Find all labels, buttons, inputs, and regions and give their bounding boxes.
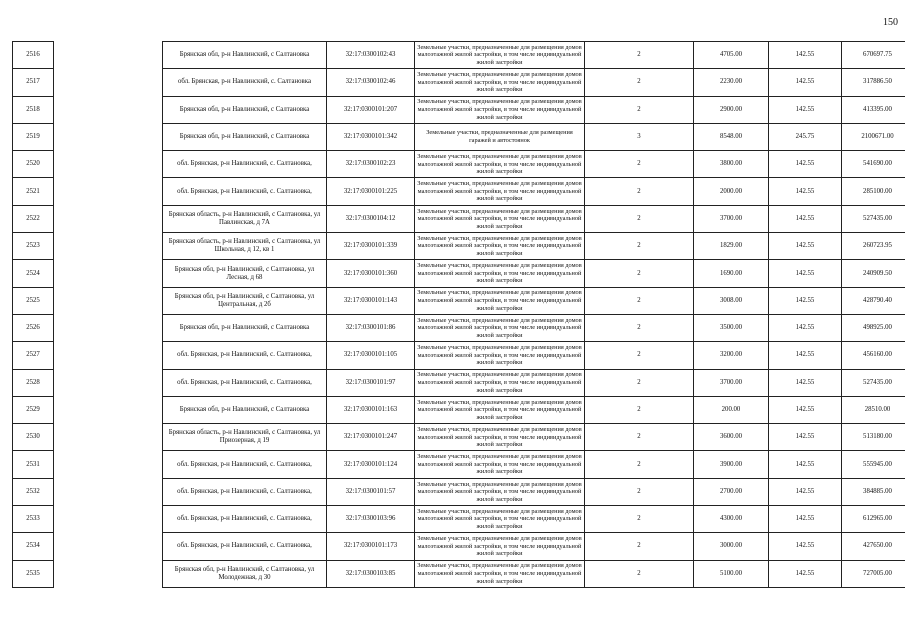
row-number-cell: 2522 [13,205,54,232]
table-row [13,42,905,69]
row-number-cell: 2525 [13,287,54,314]
blank-cell [54,533,163,560]
cadastral-number-cell: 32:17:0300102:43 [327,42,415,69]
address-cell: Брянская обл, р-н Навлинский, с Салтановка [163,42,327,69]
area-cell: 1829.00 [694,233,769,260]
land-use-cell: Земельные участки, предназначенные для размещения домов малоэтажной жилой застройки, в том числе индивидуальной жилой застройки [415,314,585,341]
row-number-cell: 2534 [13,533,54,560]
cadastral-number-cell: 32:17:0300101:247 [327,424,415,451]
cadastral-value-cell: 727005.00 [842,560,905,587]
blank-cell [54,342,163,369]
address-cell: обл. Брянская, р-н Навлинский, с. Салтановка, [163,151,327,178]
cadastral-number-cell: 32:17:0300101:173 [327,533,415,560]
cadastral-value-cell: 527435.00 [842,369,905,396]
specific-value-cell: 142.55 [769,451,842,478]
table-row [13,478,905,505]
area-cell: 1690.00 [694,260,769,287]
specific-value-cell: 142.55 [769,342,842,369]
land-use-cell: Земельные участки, предназначенные для размещения домов малоэтажной жилой застройки, в том числе индивидуальной жилой застройки [415,233,585,260]
table-row [13,560,905,587]
cadastral-value-cell: 555945.00 [842,451,905,478]
cadastral-value-cell: 384885.00 [842,478,905,505]
row-number-cell: 2526 [13,314,54,341]
land-use-cell: Земельные участки, предназначенные для размещения домов малоэтажной жилой застройки, в том числе индивидуальной жилой застройки [415,205,585,232]
cadastral-number-cell: 32:17:0300101:86 [327,314,415,341]
table-row [13,451,905,478]
zone-group-cell: 2 [585,396,694,423]
cadastral-value-cell: 670697.75 [842,42,905,69]
area-cell: 2230.00 [694,69,769,96]
zone-group-cell: 2 [585,424,694,451]
blank-cell [54,123,163,150]
blank-cell [54,178,163,205]
row-number-cell: 2535 [13,560,54,587]
blank-cell [54,260,163,287]
cadastral-value-cell: 260723.95 [842,233,905,260]
row-number-cell: 2528 [13,369,54,396]
zone-group-cell: 2 [585,260,694,287]
blank-cell [54,314,163,341]
address-cell: Брянская область, р-н Навлинский, с Салтановка, ул Школьная, д 12, кв 1 [163,233,327,260]
zone-group-cell: 2 [585,560,694,587]
table-row [13,123,905,150]
cadastral-number-cell: 32:17:0300104:12 [327,205,415,232]
area-cell: 3700.00 [694,205,769,232]
specific-value-cell: 142.55 [769,478,842,505]
cadastral-number-cell: 32:17:0300102:46 [327,69,415,96]
zone-group-cell: 2 [585,451,694,478]
cadastral-value-cell: 527435.00 [842,205,905,232]
address-cell: обл. Брянская, р-н Навлинский, с. Салтановка, [163,533,327,560]
area-cell: 3800.00 [694,151,769,178]
specific-value-cell: 142.55 [769,287,842,314]
zone-group-cell: 2 [585,96,694,123]
blank-cell [54,478,163,505]
cadastral-value-cell: 240909.50 [842,260,905,287]
land-use-cell: Земельные участки, предназначенные для размещения домов малоэтажной жилой застройки, в том числе индивидуальной жилой застройки [415,260,585,287]
blank-cell [54,396,163,423]
cadastral-number-cell: 32:17:0300101:207 [327,96,415,123]
table-row [13,506,905,533]
blank-cell [54,96,163,123]
land-use-cell: Земельные участки, предназначенные для размещения домов малоэтажной жилой застройки, в том числе индивидуальной жилой застройки [415,287,585,314]
land-use-cell: Земельные участки, предназначенные для размещения домов малоэтажной жилой застройки, в том числе индивидуальной жилой застройки [415,533,585,560]
table-row [13,178,905,205]
specific-value-cell: 245.75 [769,123,842,150]
table-row [13,205,905,232]
row-number-cell: 2519 [13,123,54,150]
cadastral-value-cell: 456160.00 [842,342,905,369]
table-row [13,69,905,96]
area-cell: 3600.00 [694,424,769,451]
blank-cell [54,451,163,478]
cadastral-number-cell: 32:17:0300101:143 [327,287,415,314]
area-cell: 5100.00 [694,560,769,587]
address-cell: Брянская обл, р-н Навлинский, с Салтановка [163,396,327,423]
blank-cell [54,42,163,69]
address-cell: Брянская область, р-н Навлинский, с Салтановка, ул Приозерная, д 19 [163,424,327,451]
blank-cell [54,205,163,232]
land-use-cell: Земельные участки, предназначенные для размещения домов малоэтажной жилой застройки, в том числе индивидуальной жилой застройки [415,451,585,478]
table-row [13,233,905,260]
row-number-cell: 2532 [13,478,54,505]
area-cell: 4705.00 [694,42,769,69]
zone-group-cell: 2 [585,314,694,341]
cadastral-value-cell: 612965.00 [842,506,905,533]
address-cell: Брянская обл, р-н Навлинский, с Салтановка, ул Центральная, д 2б [163,287,327,314]
cadastral-value-cell: 317886.50 [842,69,905,96]
address-cell: обл. Брянская, р-н Навлинский, с. Салтановка, [163,342,327,369]
area-cell: 3200.00 [694,342,769,369]
area-cell: 200.00 [694,396,769,423]
address-cell: обл. Брянская, р-н Навлинский, с. Салтановка, [163,178,327,205]
cadastral-number-cell: 32:17:0300101:163 [327,396,415,423]
specific-value-cell: 142.55 [769,369,842,396]
cadastral-number-cell: 32:17:0300102:23 [327,151,415,178]
cadastral-number-cell: 32:17:0300101:225 [327,178,415,205]
table-row [13,396,905,423]
land-use-cell: Земельные участки, предназначенные для размещения домов малоэтажной жилой застройки, в том числе индивидуальной жилой застройки [415,369,585,396]
zone-group-cell: 2 [585,533,694,560]
specific-value-cell: 142.55 [769,314,842,341]
cadastral-value-cell: 541690.00 [842,151,905,178]
table-row [13,424,905,451]
land-use-cell: Земельные участки, предназначенные для размещения домов малоэтажной жилой застройки, в том числе индивидуальной жилой застройки [415,178,585,205]
area-cell: 3500.00 [694,314,769,341]
cadastral-number-cell: 32:17:0300103:96 [327,506,415,533]
blank-cell [54,287,163,314]
land-use-cell: Земельные участки, предназначенные для размещения домов малоэтажной жилой застройки, в том числе индивидуальной жилой застройки [415,342,585,369]
table-body [13,42,905,588]
zone-group-cell: 2 [585,151,694,178]
row-number-cell: 2521 [13,178,54,205]
land-use-cell: Земельные участки, предназначенные для размещения домов малоэтажной жилой застройки, в том числе индивидуальной жилой застройки [415,560,585,587]
area-cell: 4300.00 [694,506,769,533]
row-number-cell: 2524 [13,260,54,287]
page-number: 150 [883,17,898,28]
specific-value-cell: 142.55 [769,424,842,451]
specific-value-cell: 142.55 [769,205,842,232]
table-row [13,342,905,369]
row-number-cell: 2531 [13,451,54,478]
cadastral-number-cell: 32:17:0300101:360 [327,260,415,287]
area-cell: 8548.00 [694,123,769,150]
address-cell: обл. Брянская, р-н Навлинский, с. Салтановка, [163,369,327,396]
specific-value-cell: 142.55 [769,533,842,560]
table-row [13,533,905,560]
land-registry-table [12,41,905,588]
zone-group-cell: 2 [585,69,694,96]
specific-value-cell: 142.55 [769,396,842,423]
row-number-cell: 2530 [13,424,54,451]
cadastral-value-cell: 28510.00 [842,396,905,423]
cadastral-value-cell: 413395.00 [842,96,905,123]
table-row [13,314,905,341]
address-cell: Брянская обл, р-н Навлинский, с Салтановка [163,314,327,341]
land-use-cell: Земельные участки, предназначенные для размещения домов малоэтажной жилой застройки, в том числе индивидуальной жилой застройки [415,478,585,505]
row-number-cell: 2527 [13,342,54,369]
specific-value-cell: 142.55 [769,506,842,533]
zone-group-cell: 2 [585,478,694,505]
land-use-cell: Земельные участки, предназначенные для размещения домов малоэтажной жилой застройки, в том числе индивидуальной жилой застройки [415,69,585,96]
address-cell: Брянская обл, р-н Навлинский, с Салтановка, ул Лесная, д 68 [163,260,327,287]
land-use-cell: Земельные участки, предназначенные для размещения гаражей и автостоянок [415,123,585,150]
zone-group-cell: 2 [585,205,694,232]
area-cell: 3700.00 [694,369,769,396]
address-cell: обл. Брянская, р-н Навлинский, с. Салтановка, [163,451,327,478]
land-use-cell: Земельные участки, предназначенные для размещения домов малоэтажной жилой застройки, в том числе индивидуальной жилой застройки [415,424,585,451]
blank-cell [54,506,163,533]
blank-cell [54,69,163,96]
address-cell: обл. Брянская, р-н Навлинский, с. Салтановка, [163,506,327,533]
specific-value-cell: 142.55 [769,560,842,587]
row-number-cell: 2529 [13,396,54,423]
specific-value-cell: 142.55 [769,42,842,69]
area-cell: 3000.00 [694,533,769,560]
land-use-cell: Земельные участки, предназначенные для размещения домов малоэтажной жилой застройки, в том числе индивидуальной жилой застройки [415,42,585,69]
table-row [13,287,905,314]
specific-value-cell: 142.55 [769,96,842,123]
area-cell: 2000.00 [694,178,769,205]
area-cell: 2700.00 [694,478,769,505]
zone-group-cell: 2 [585,369,694,396]
specific-value-cell: 142.55 [769,178,842,205]
blank-cell [54,151,163,178]
cadastral-number-cell: 32:17:0300101:57 [327,478,415,505]
zone-group-cell: 2 [585,506,694,533]
zone-group-cell: 2 [585,178,694,205]
cadastral-number-cell: 32:17:0300101:342 [327,123,415,150]
cadastral-value-cell: 498925.00 [842,314,905,341]
cadastral-number-cell: 32:17:0300101:339 [327,233,415,260]
specific-value-cell: 142.55 [769,233,842,260]
cadastral-value-cell: 513180.00 [842,424,905,451]
row-number-cell: 2518 [13,96,54,123]
zone-group-cell: 2 [585,42,694,69]
row-number-cell: 2523 [13,233,54,260]
area-cell: 3900.00 [694,451,769,478]
cadastral-number-cell: 32:17:0300101:97 [327,369,415,396]
cadastral-number-cell: 32:17:0300101:105 [327,342,415,369]
zone-group-cell: 2 [585,342,694,369]
specific-value-cell: 142.55 [769,69,842,96]
blank-cell [54,424,163,451]
land-use-cell: Земельные участки, предназначенные для размещения домов малоэтажной жилой застройки, в том числе индивидуальной жилой застройки [415,96,585,123]
table-row [13,369,905,396]
address-cell: Брянская обл, р-н Навлинский, с Салтановка [163,123,327,150]
cadastral-number-cell: 32:17:0300101:124 [327,451,415,478]
blank-cell [54,233,163,260]
zone-group-cell: 3 [585,123,694,150]
row-number-cell: 2517 [13,69,54,96]
land-use-cell: Земельные участки, предназначенные для размещения домов малоэтажной жилой застройки, в том числе индивидуальной жилой застройки [415,151,585,178]
land-use-cell: Земельные участки, предназначенные для размещения домов малоэтажной жилой застройки, в том числе индивидуальной жилой застройки [415,506,585,533]
specific-value-cell: 142.55 [769,151,842,178]
row-number-cell: 2520 [13,151,54,178]
cadastral-value-cell: 2100671.00 [842,123,905,150]
cadastral-value-cell: 427650.00 [842,533,905,560]
address-cell: Брянская обл, р-н Навлинский, с Салтановка [163,96,327,123]
blank-cell [54,369,163,396]
address-cell: Брянская обл, р-н Навлинский, с Салтановка, ул Молодежная, д 30 [163,560,327,587]
row-number-cell: 2516 [13,42,54,69]
zone-group-cell: 2 [585,233,694,260]
table-row [13,96,905,123]
row-number-cell: 2533 [13,506,54,533]
area-cell: 2900.00 [694,96,769,123]
land-use-cell: Земельные участки, предназначенные для размещения домов малоэтажной жилой застройки, в том числе индивидуальной жилой застройки [415,396,585,423]
cadastral-number-cell: 32:17:0300103:85 [327,560,415,587]
blank-cell [54,560,163,587]
zone-group-cell: 2 [585,287,694,314]
address-cell: Брянская область, р-н Навлинский, с Салтановка, ул Павлинская, д 7А [163,205,327,232]
specific-value-cell: 142.55 [769,260,842,287]
table-row [13,260,905,287]
area-cell: 3008.00 [694,287,769,314]
cadastral-value-cell: 285100.00 [842,178,905,205]
address-cell: обл. Брянская, р-н Навлинский, с. Салтановка, [163,478,327,505]
cadastral-value-cell: 428790.40 [842,287,905,314]
table-row [13,151,905,178]
address-cell: обл. Брянская, р-н Навлинский, с. Салтановка [163,69,327,96]
